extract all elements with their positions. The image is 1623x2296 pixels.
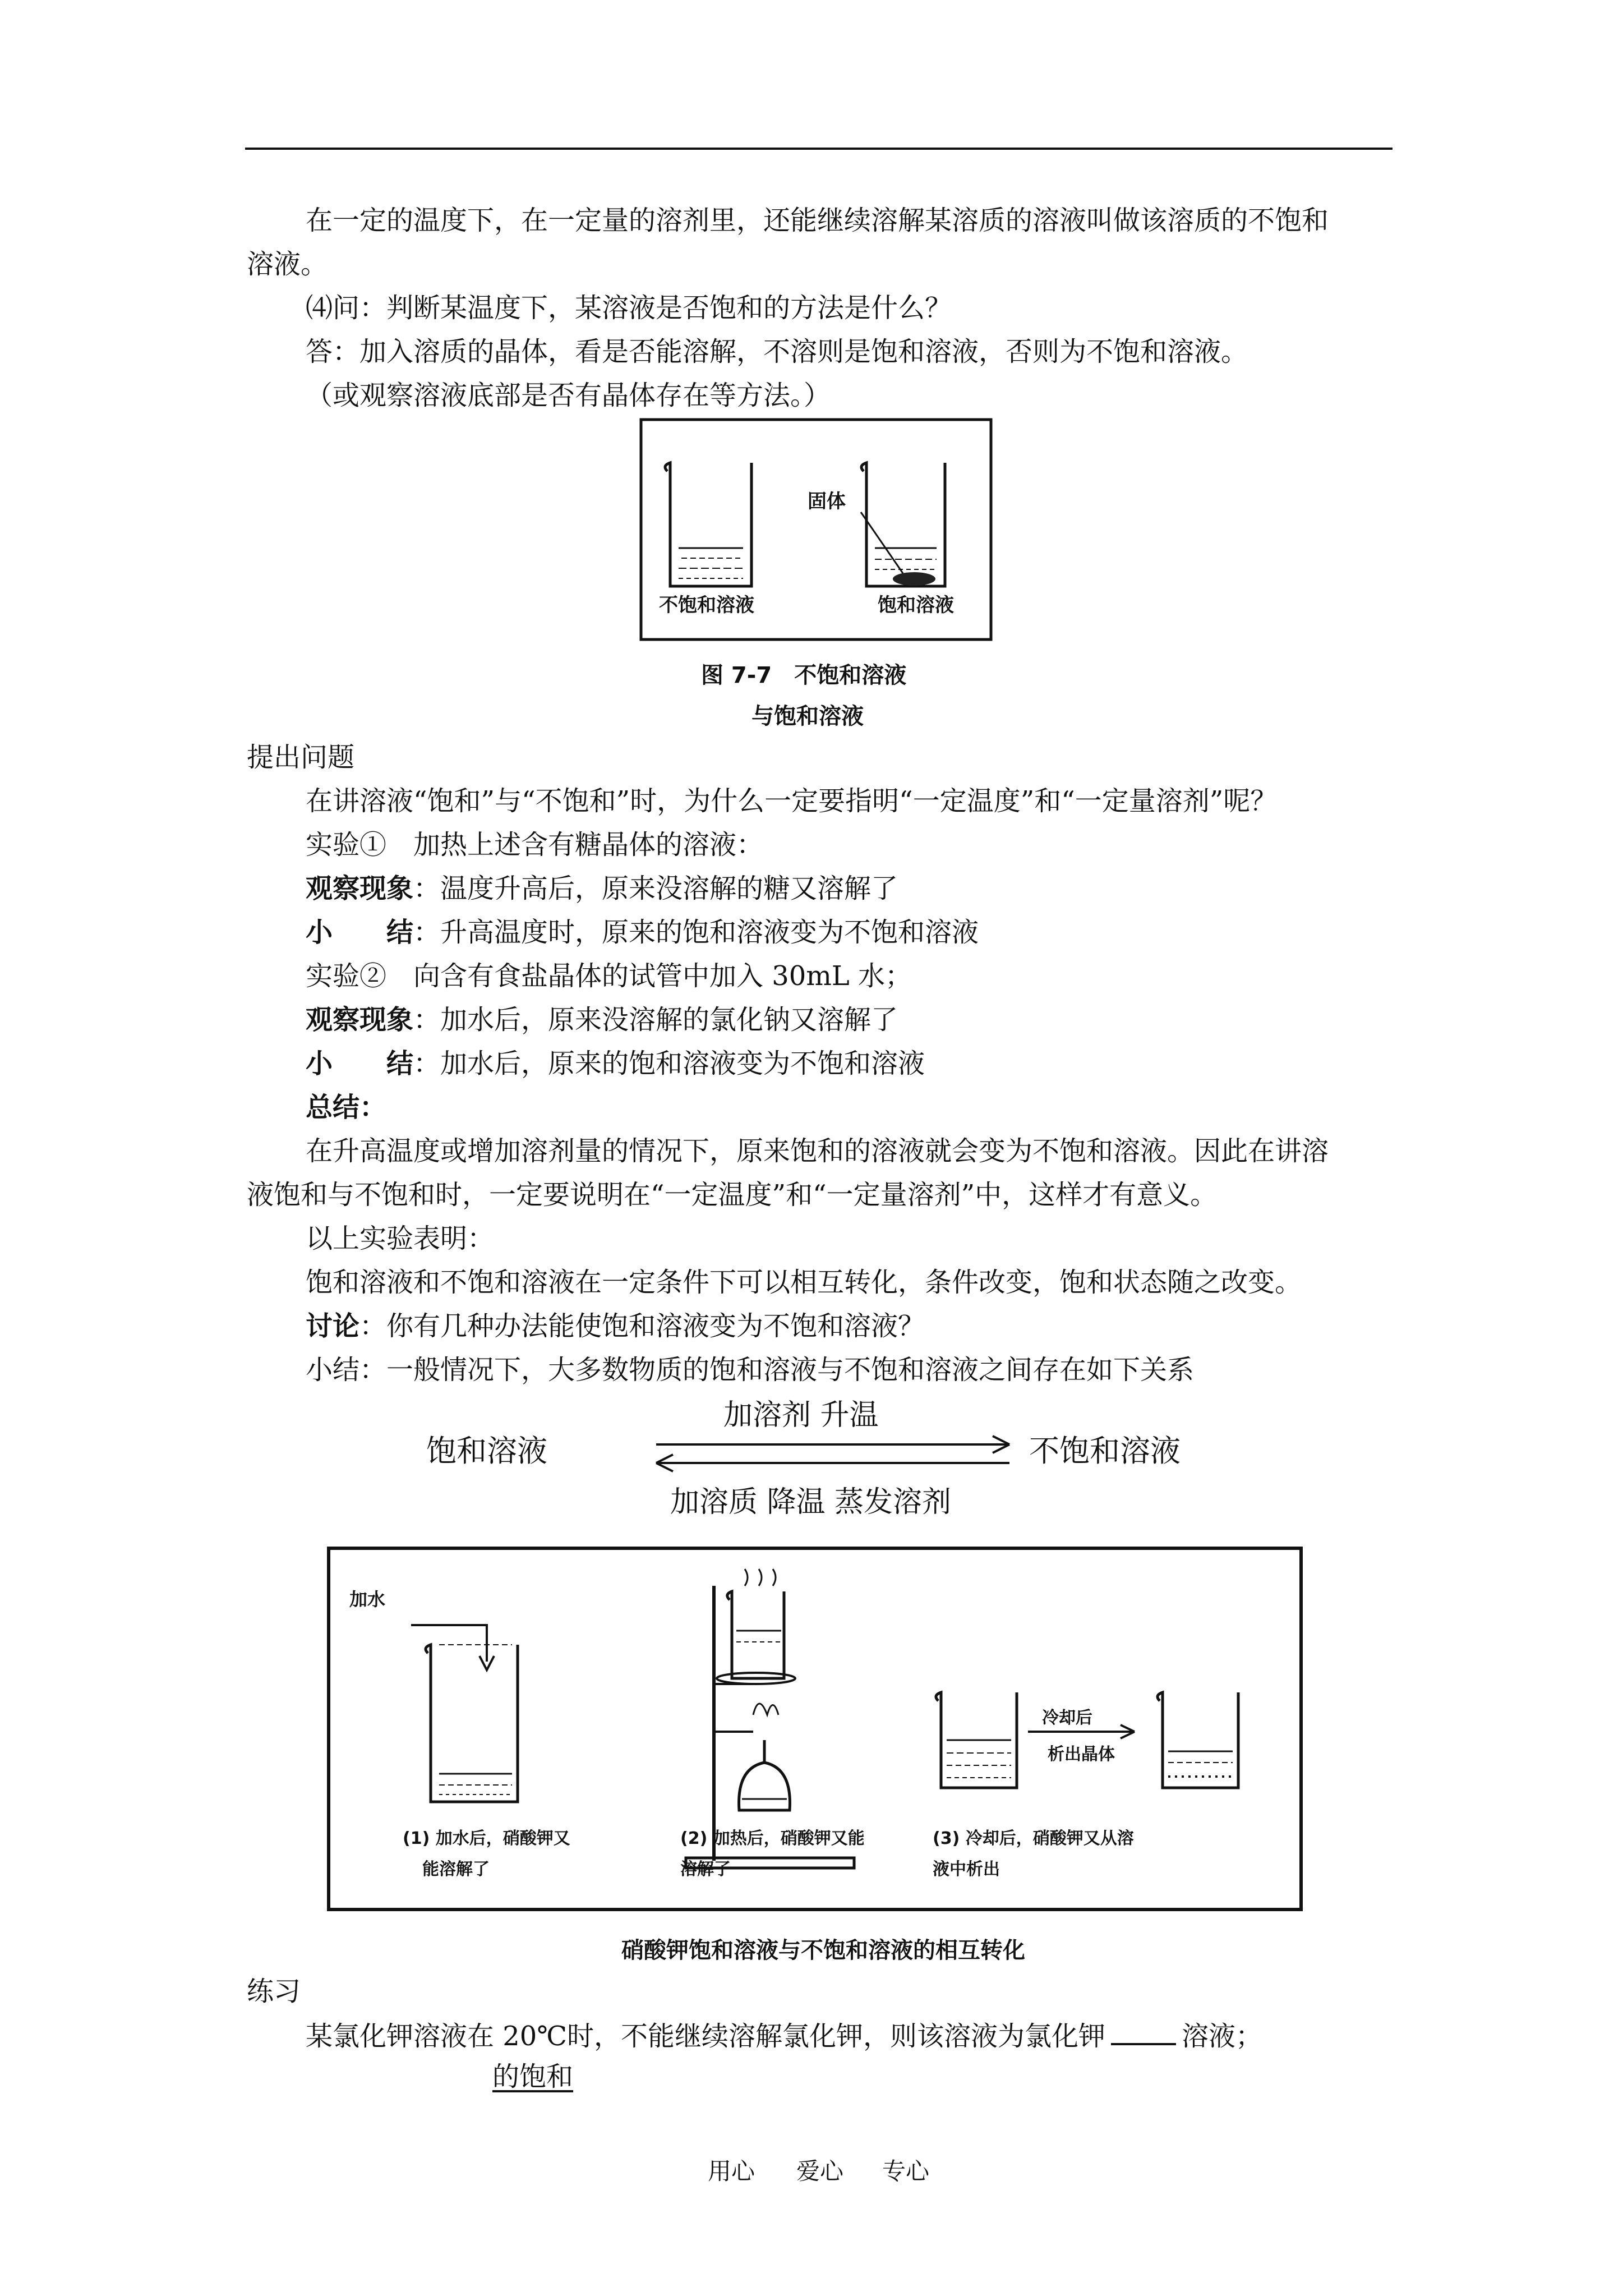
relation-bottom: 加溶质 降温 蒸发溶剂 <box>670 1485 952 1519</box>
beaker-unsaturated-icon <box>665 463 751 586</box>
beaker-cooling-icon <box>936 1692 1238 1788</box>
left-arrow-icon <box>656 1455 1009 1471</box>
question-text: 在讲溶液“饱和”与“不饱和”时，为什么一定要指明“一定温度”和“一定量溶剂”呢？ <box>306 785 1278 817</box>
relation-intro: 小结：一般情况下，大多数物质的饱和溶液与不饱和溶液之间存在如下关系 <box>306 1354 1195 1386</box>
step2-line2: 溶解了 <box>680 1860 731 1879</box>
step3-line2: 液中析出 <box>933 1860 1000 1879</box>
relation-left: 饱和溶液 <box>426 1433 547 1469</box>
observation-2: 观察现象：加水后，原来没溶解的氯化钠又溶解了 <box>306 1004 898 1036</box>
solid-label: 固体 <box>808 490 846 513</box>
para1-line1: 在一定的温度下，在一定量的溶剂里，还能继续溶解某溶质的溶液叫做该溶质的不饱和 <box>306 205 1329 236</box>
step1-line2: 能溶解了 <box>422 1860 490 1879</box>
beaker-add-water-icon <box>411 1625 518 1802</box>
answer-4-note: （或观察溶液底部是否有晶体存在等方法。） <box>306 380 831 411</box>
discussion: 讨论：你有几种办法能使饱和溶液变为不饱和溶液？ <box>306 1310 925 1342</box>
footer-item-2: 爱心 <box>796 2157 844 2185</box>
answer-4: 答：加入溶质的晶体，看是否能溶解，不溶则是饱和溶液，否则为不饱和溶液。 <box>306 336 1248 367</box>
relation-top: 加溶剂 升温 <box>723 1398 879 1432</box>
answer-blank[interactable] <box>1111 2018 1176 2045</box>
relation-right: 不饱和溶液 <box>1029 1433 1181 1469</box>
summary-line2: 液饱和与不饱和时，一定要说明在“一定温度”和“一定量溶剂”中，这样才有意义。 <box>247 1179 1218 1211</box>
crystal-label: 析出晶体 <box>1048 1745 1115 1764</box>
above-experiments: 以上实验表明： <box>306 1223 495 1254</box>
experiment-1: 实验① 加热上述含有糖晶体的溶液： <box>306 829 764 861</box>
observation-1: 观察现象：温度升高后，原来没溶解的糖又溶解了 <box>306 873 898 904</box>
header-rule <box>245 148 1393 150</box>
beaker-saturated-icon <box>861 463 945 586</box>
practice-question: 某氯化钾溶液在 20℃时，不能继续溶解氯化钾，则该溶液为氯化钾 溶液； <box>306 2018 1262 2053</box>
figure-7-7-caption-line1: 图 7-7 不饱和溶液 <box>701 662 907 688</box>
step1-line1: (1) 加水后，硝酸钾又 <box>403 1829 570 1848</box>
para1-line2: 溶液。 <box>247 249 328 280</box>
step3-line1: (3) 冷却后，硝酸钾又从溶 <box>933 1829 1134 1848</box>
saturated-label: 饱和溶液 <box>878 594 954 616</box>
footer-item-1: 用心 <box>708 2157 755 2185</box>
figure-7-7-caption-line2: 与饱和溶液 <box>751 703 864 729</box>
footer-item-3: 专心 <box>882 2157 930 2185</box>
practice-answer: 的饱和 <box>492 2061 574 2092</box>
kno3-figure-caption: 硝酸钾饱和溶液与不饱和溶液的相互转化 <box>621 1938 1025 1963</box>
stand-burner-icon <box>686 1569 854 1868</box>
experiment-2: 实验② 向含有食盐晶体的试管中加入 30mL 水； <box>306 960 912 992</box>
summary-2: 小 结：加水后，原来的饱和溶液变为不饱和溶液 <box>306 1048 925 1079</box>
summary-line1: 在升高温度或增加溶剂量的情况下，原来饱和的溶液就会变为不饱和溶液。因此在讲溶 <box>306 1135 1329 1167</box>
question-4: ⑷问：判断某温度下，某溶液是否饱和的方法是什么？ <box>306 292 952 324</box>
summary-1: 小 结：升高温度时，原来的饱和溶液变为不饱和溶液 <box>306 917 979 948</box>
step2-line1: (2) 加热后，硝酸钾又能 <box>680 1829 865 1848</box>
figure-7-7 <box>639 418 993 645</box>
unsaturated-label: 不饱和溶液 <box>659 594 754 616</box>
conversion-statement: 饱和溶液和不饱和溶液在一定条件下可以相互转化，条件改变，饱和状态随之改变。 <box>306 1267 1302 1298</box>
right-arrow-icon <box>656 1436 1009 1453</box>
summary-label: 总结： <box>306 1092 387 1123</box>
kno3-figure <box>327 1547 1303 1913</box>
add-water-label: 加水 <box>349 1589 386 1610</box>
relation-diagram <box>426 1391 1211 1528</box>
section-question: 提出问题 <box>247 742 355 773</box>
practice-title: 练习 <box>247 1976 301 2007</box>
cool-label: 冷却后 <box>1042 1708 1092 1728</box>
